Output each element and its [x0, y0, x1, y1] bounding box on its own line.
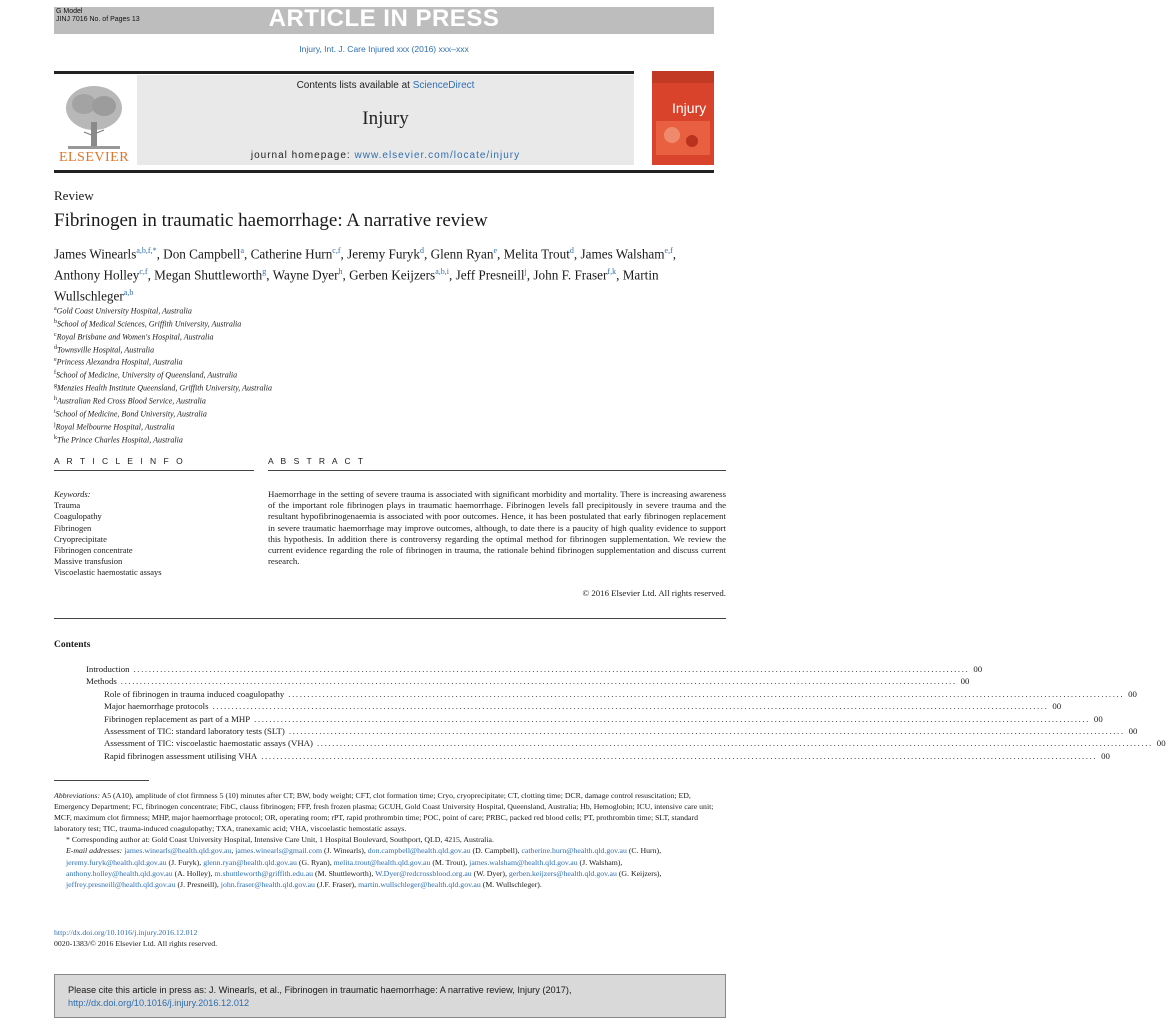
email-link[interactable]: james.walsham@health.qld.gov.au [469, 857, 578, 867]
email-link[interactable]: anthony.holley@health.qld.gov.au [66, 868, 173, 878]
author-name: Gerben Keijzers [349, 267, 436, 283]
author-affiliation-marks[interactable]: c,f [139, 266, 148, 276]
keyword-item: Fibrinogen concentrate [54, 545, 133, 556]
email-link[interactable]: john.fraser@health.qld.gov.au [220, 879, 315, 889]
abbreviations-text: A5 (A10), amplitude of clot firmness 5 (10) minutes after CT; BW, body weight; CFT, clot formation time; Cryo, cryoprecipitate; CT, clotting time; DCR, damage control resuscitation; ED, Emergency Department; FC, fibrinogen concentrate; FibC, clauss fibrinogen; FFP, fresh frozen plasma; GCUH, Gold Coast University Hospital, Queensland, Australia; Hb, Hemoglobin; ICU, intensive care unit; MCF, maximum clot firmness; MHP, major haemorrhage protocol; OR, operating room; rPT, rapid prothrombin time; POC, point of care; PRBC, packed red blood cells; PT, prothrombin time; SLT, standard laboratory test; TIC, trauma-induced coagulopathy; TXA, tranexamic acid; VHA, viscoelastic hemostatic assays. [54, 791, 714, 834]
sciencedirect-link[interactable]: ScienceDirect [412, 80, 475, 91]
toc-page-number: 00 [1101, 750, 1110, 761]
email-link[interactable]: glenn.ryan@health.qld.gov.au [203, 857, 297, 867]
affiliation-item [54, 330, 272, 343]
author-name: Wayne Dyer [272, 267, 339, 283]
affiliation-key: b [54, 318, 57, 325]
author-name: Jeff Presneill [455, 267, 525, 283]
cover-art [652, 71, 714, 165]
email-owner: (J. Presneill), [175, 879, 221, 889]
affiliation-text: Australian Red Cross Blood Service, Australia [57, 396, 206, 406]
toc-row[interactable] [104, 725, 1138, 737]
toc-row[interactable] [104, 737, 1166, 749]
affiliation-text: Menzies Health Institute Queensland, Griffith University, Australia [57, 383, 272, 393]
author-name: Martin Wullschleger [54, 267, 659, 304]
homepage-link[interactable]: www.elsevier.com/locate/injury [354, 150, 521, 161]
article-title: Fibrinogen in traumatic haemorrhage: A narrative review [54, 210, 488, 231]
affiliation-text: Townsville Hospital, Australia [57, 345, 155, 355]
toc-leader-dots: ............................................................................................................................................................................................................................ [133, 664, 970, 674]
email-owner: (M. Wullschleger). [480, 879, 542, 889]
contents-prefix: Contents lists available at [296, 80, 413, 91]
author-name: Catherine Hurn [250, 246, 333, 262]
affiliation-text: Royal Brisbane and Women's Hospital, Australia [56, 332, 214, 342]
affiliation-item [54, 394, 272, 407]
toc-leader-dots: ............................................................................................................................................................................................................................ [120, 676, 957, 687]
journal-cover-image [652, 71, 714, 165]
author-affiliation-marks[interactable]: d [569, 246, 574, 255]
author-name: James Walsham [580, 246, 665, 262]
email-owner: (M. Shuttleworth), [313, 868, 376, 878]
toc-row[interactable] [104, 750, 1110, 762]
email-owner: (G. Ryan), [296, 857, 334, 867]
toc-leader-dots: ............................................................................................................................................................................................................................ [254, 713, 1090, 724]
email-link[interactable]: melita.trout@health.qld.gov.au [333, 857, 431, 867]
homepage-prefix: journal homepage: [250, 150, 355, 161]
affiliation-key: e [54, 357, 57, 364]
affiliation-key: g [54, 383, 57, 390]
affiliation-text: School of Medicine, University of Queensland, Australia [56, 370, 238, 380]
keyword-item: Cryoprecipitate [54, 533, 107, 544]
toc-entry-label[interactable]: Fibrinogen replacement as part of a MHP [104, 713, 251, 724]
author-name: Megan Shuttleworth [154, 267, 263, 283]
affiliation-item [54, 381, 272, 394]
affiliation-item [54, 343, 272, 356]
email-label: E-mail addresses: [66, 846, 123, 856]
keywords-list [54, 500, 162, 578]
email-owner: (J.F. Fraser), [314, 879, 359, 889]
email-owner: (J. Winearls), [322, 846, 368, 856]
affiliation-key: k [54, 434, 57, 441]
article-info-rule [54, 470, 254, 471]
author-affiliation-marks[interactable]: c,f [332, 246, 341, 255]
author-affiliation-marks[interactable]: g [262, 266, 267, 276]
contents-lists-line [137, 80, 634, 91]
toc-entry-label[interactable]: Methods [86, 676, 117, 687]
email-link[interactable]: jeffrey.presneill@health.qld.gov.au [66, 879, 176, 889]
email-link[interactable]: james.winearls@health.qld.gov.au [124, 846, 232, 856]
email-link[interactable]: martin.wullschleger@health.qld.gov.au [358, 879, 481, 889]
toc-leader-dots: ............................................................................................................................................................................................................................ [288, 688, 1125, 699]
affiliation-key: h [54, 396, 57, 403]
email-owner: (G. Keijzers), [616, 868, 662, 878]
cite-prefix: Please cite this article in press as: J. Winearls, et al., Fibrinogen in traumatic haemorrhage: A narrative review, Injury (2017), [68, 985, 572, 995]
email-owner: (A. Holley), [172, 868, 215, 878]
author-name: John F. Fraser [533, 267, 608, 283]
affiliation-text: Gold Coast University Hospital, Australia [56, 306, 192, 316]
author-affiliation-marks[interactable]: e [493, 246, 497, 255]
author-affiliation-marks[interactable]: a,b,i [435, 266, 449, 276]
corresponding-author-note: * Corresponding author at: Gold Coast University Hospital, Intensive Care Unit, 1 Hospital Boulevard, Southport, QLD, 4215, Australia. [66, 835, 494, 845]
cover-journal-title: Injury [672, 100, 707, 116]
cite-doi-link[interactable]: http://dx.doi.org/10.1016/j.injury.2016.12.012 [68, 997, 250, 1008]
abstract-bottom-rule [54, 618, 726, 619]
author-affiliation-marks[interactable]: f,k [607, 266, 617, 276]
affiliation-text: The Prince Charles Hospital, Australia [57, 435, 183, 445]
affiliation-text: School of Medical Sciences, Griffith University, Australia [57, 319, 242, 329]
email-link[interactable]: catherine.hurn@health.qld.gov.au [521, 846, 627, 856]
keyword-item: Fibrinogen [54, 522, 92, 533]
email-link[interactable]: m.shuttleworth@griffith.edu.au [214, 868, 314, 878]
footnote-rule [54, 780, 149, 781]
toc-page-number: 00 [960, 676, 970, 687]
email-owner: (W. Dyer), [471, 868, 509, 878]
toc-row[interactable] [104, 700, 1062, 712]
toc-leader-dots: ............................................................................................................................................................................................................................ [288, 726, 1125, 736]
keyword-item: Viscoelastic haemostatic assays [54, 567, 162, 578]
author-affiliation-marks[interactable]: a,b,f,* [136, 246, 157, 255]
affiliation-key: j [54, 421, 56, 428]
header-rule-top [54, 71, 634, 74]
affiliation-item [54, 407, 272, 420]
toc-page-number: 00 [1093, 713, 1103, 724]
toc-page-number: 00 [1156, 738, 1166, 749]
article-type: Review [54, 188, 94, 203]
author-name: Anthony Holley [54, 267, 140, 283]
banner-title: ARTICLE IN PRESS [268, 5, 500, 32]
affiliation-item [54, 433, 272, 446]
keywords-block [54, 489, 162, 579]
email-link[interactable]: don.campbell@health.qld.gov.au [367, 846, 471, 856]
author-affiliation-marks[interactable]: a,b [123, 287, 134, 297]
author-affiliation-marks[interactable]: j [524, 266, 527, 276]
toc-leader-dots: ............................................................................................................................................................................................................................ [316, 738, 1153, 749]
header-rule-bottom [54, 170, 714, 173]
affiliation-item [54, 420, 272, 433]
affiliation-text: School of Medicine, Bond University, Australia [55, 409, 207, 419]
abstract-text: Haemorrhage in the setting of severe trauma is associated with significant morbidity and mortality. There is increasing awareness of the important role fibrinogen plays in traumatic haemorrhage. Fibrinogen levels fall precipitously in severe trauma and the resultant hypofibrinogenaemia is associated with poor outcomes. Hence, it has been postulated that early fibrinogen replacement in severe traumatic haemorrhage may improve outcomes, although, to date there is a paucity of high quality evidence to support this hypothesis. In addition there is controversy regarding the optimal method for fibrinogen supplementation. We review the current evidence regarding the role of fibrinogen in trauma, the rationale behind fibrinogen supplementation and discuss current research. [268, 489, 726, 567]
author-name: Glenn Ryan [430, 246, 494, 262]
issn-line: 0020-1383/© 2016 Elsevier Ltd. All rights reserved. [54, 939, 218, 948]
toc-entry-label[interactable]: Role of fibrinogen in trauma induced coagulopathy [104, 688, 285, 699]
email-owner: (J. Walsham), [577, 857, 623, 867]
journal-name: Injury [362, 108, 409, 129]
toc-entry-label[interactable]: Introduction [86, 664, 130, 674]
email-owner: , [231, 846, 236, 856]
affiliation-key: d [54, 344, 57, 351]
toc-leader-dots: ............................................................................................................................................................................................................................ [212, 701, 1049, 712]
email-link[interactable]: jeremy.furyk@health.qld.gov.au [66, 857, 167, 867]
keyword-item: Trauma [54, 500, 81, 511]
copyright-notice: © 2016 Elsevier Ltd. All rights reserved. [582, 588, 726, 598]
email-owner: (D. Campbell), [470, 846, 522, 856]
journal-homepage-line [137, 150, 634, 161]
affiliation-item [54, 304, 272, 317]
affiliation-key: i [54, 408, 56, 415]
keywords-label: Keywords: [54, 489, 91, 499]
author-name: James Winearls [54, 246, 137, 262]
affiliation-list [54, 304, 272, 445]
email-link[interactable]: W.Dyer@redcrossblood.org.au [375, 868, 472, 878]
author-name: Don Campbell [163, 246, 241, 262]
author-affiliation-marks[interactable]: a [240, 246, 245, 255]
author-name: Jeremy Furyk [347, 246, 420, 262]
email-owner: (M. Trout), [430, 857, 470, 867]
author-affiliation-marks[interactable]: d [420, 246, 424, 255]
affiliation-key: f [54, 370, 56, 377]
affiliation-item [54, 317, 272, 330]
keyword-item: Coagulopathy [54, 511, 102, 522]
contents-title: Contents [54, 640, 91, 650]
toc-row[interactable] [86, 675, 970, 687]
author-affiliation-marks[interactable]: e,f [664, 246, 673, 255]
email-owner: (C. Hurn), [626, 846, 662, 856]
toc-row[interactable] [104, 713, 1103, 725]
pages-label: JINJ 7016 No. of Pages 13 [56, 16, 140, 23]
abbreviations-footnote [54, 790, 726, 834]
doi-link[interactable]: http://dx.doi.org/10.1016/j.injury.2016.12.012 [54, 928, 198, 937]
email-link[interactable]: gerben.keijzers@health.qld.gov.au [508, 868, 617, 878]
email-owner: (J. Furyk), [166, 857, 204, 867]
cite-this-article-text [68, 984, 718, 1009]
toc-row[interactable] [104, 688, 1137, 700]
toc-row[interactable] [86, 663, 983, 675]
keyword-item: Massive transfusion [54, 556, 123, 567]
toc-entry-label[interactable]: Assessment of TIC: viscoelastic haemostatic assays (VHA) [104, 738, 313, 749]
author-name: Melita Trout [503, 246, 570, 262]
toc-page-number: 00 [1052, 701, 1062, 712]
toc-page-number: 00 [1128, 726, 1138, 736]
abbreviations-label: Abbreviations: [54, 791, 101, 800]
journal-citation[interactable]: Injury, Int. J. Care Injured xxx (2016) xxx–xxx [299, 44, 469, 54]
affiliation-item [54, 368, 272, 381]
abstract-rule [268, 470, 726, 471]
toc-leader-dots: ............................................................................................................................................................................................................................ [261, 750, 1098, 761]
email-link[interactable]: james.winearls@gmail.com [235, 846, 323, 856]
footnotes [54, 790, 726, 890]
gmodel-label: G Model [56, 8, 83, 15]
elsevier-wordmark: ELSEVIER [58, 150, 130, 165]
affiliation-key: c [54, 331, 57, 338]
affiliation-text: Royal Melbourne Hospital, Australia [55, 422, 175, 432]
toc-page-number: 00 [1128, 688, 1137, 699]
affiliation-text: Princess Alexandra Hospital, Australia [56, 358, 183, 368]
toc-entry-label[interactable]: Assessment of TIC: standard laboratory tests (SLT) [104, 726, 285, 736]
toc-page-number: 00 [973, 664, 983, 674]
abstract-heading: A B S T R A C T [268, 456, 366, 466]
author-list: James Winearls$^{a,b,f,*}$, Don Campbell$^a$, Catherine Hurn$^{c,f}$, Jeremy Furyk$^d$, Glenn Ryan$^e$, Melita Trout$^d$, James Walsham$^{e,f}$, Anthony Holley$^{c,f}$, Megan Shuttleworth$^g$, Wayne Dyer$^h$, Gerben Keijzers$^{a,b,i}$, Jeff Presneill$^j$, John F. Fraser$^{f,k}$, Martin Wullschleger$^{a,b}$ [54, 246, 677, 304]
toc-entry-label[interactable]: Major haemorrhage protocols [104, 701, 209, 712]
affiliation-key: a [54, 306, 57, 312]
email-addresses [54, 845, 726, 889]
toc-entry-label[interactable]: Rapid fibrinogen assessment utilising VHA [104, 750, 258, 761]
author-affiliation-marks[interactable]: h [338, 266, 343, 276]
article-info-heading: A R T I C L E I N F O [54, 456, 186, 466]
affiliation-item [54, 355, 272, 368]
